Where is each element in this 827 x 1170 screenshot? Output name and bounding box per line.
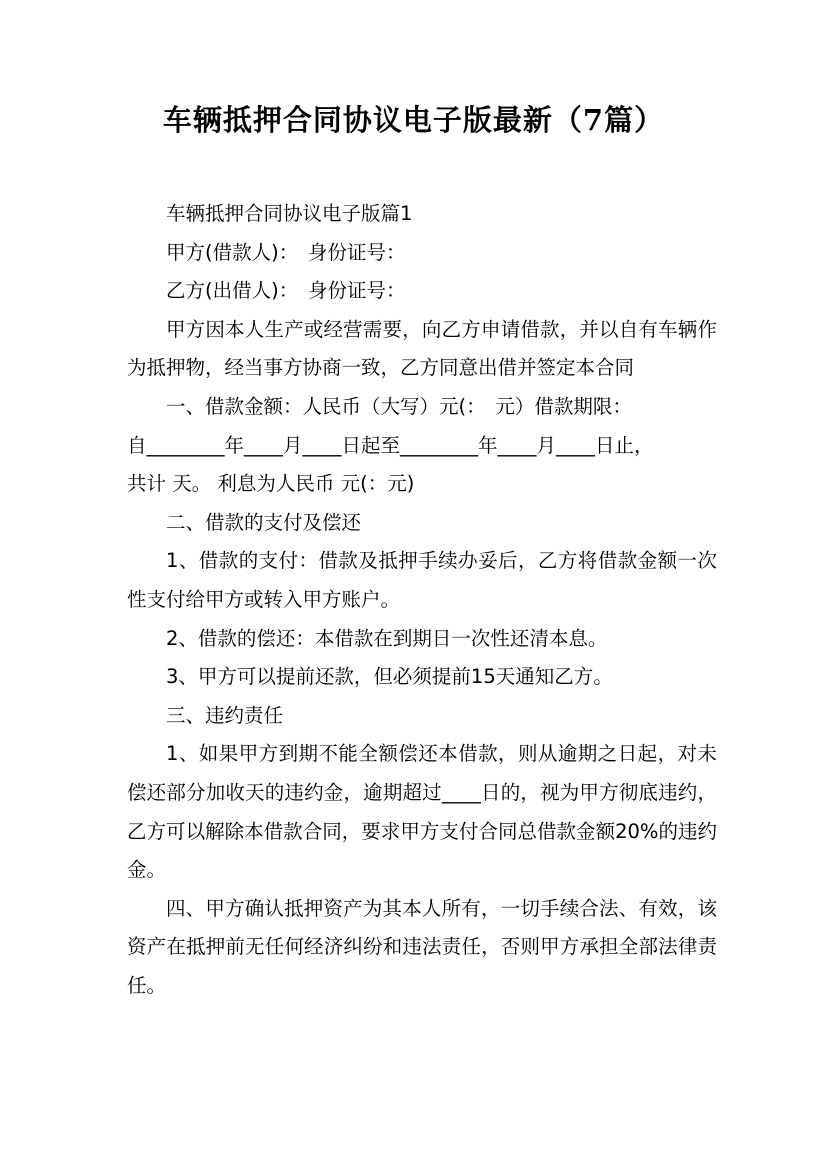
document-body [127, 195, 717, 1005]
clause-payment-3: 3、甲方可以提前还款，但必须提前15天通知乙方。 [166, 665, 613, 689]
party-b-line: 乙方(出借人)： 身份证号： [166, 279, 406, 303]
document-title: 车辆抵押合同协议电子版最新（7篇） [162, 103, 665, 137]
interest-line: 共计 天。 利息为人民币 元(：元) [127, 472, 415, 496]
clause-payment-2: 2、借款的偿还：本借款在到期日一次性还清本息。 [166, 626, 608, 650]
clause-loan-amount: 一、借款金额：人民币（大写）元(： 元）借款期限： [166, 394, 632, 418]
clause-payment-heading: 二、借款的支付及偿还 [166, 510, 362, 534]
clause-payment-1: 1、借款的支付：借款及抵押手续办妥后，乙方将借款金额一次性支付给甲方或转入甲方账户。 [127, 549, 717, 611]
purpose-paragraph: 甲方因本人生产或经营需要，向乙方申请借款，并以自有车辆作为抵押物，经当事方协商一致，乙方同意出借并签定本合同 [127, 317, 717, 380]
loan-term-line: 自________年____月____日起至________年____月____日止， [127, 433, 654, 457]
party-a-line: 甲方(借款人)： 身份证号： [166, 240, 406, 264]
clause-ownership: 四、甲方确认抵押资产为其本人所有，一切手续合法、有效，该资产在抵押前无任何经济纠纷和违法责任，否则甲方承担全部法律责任。 [127, 896, 717, 997]
section-heading: 车辆抵押合同协议电子版篇1 [166, 202, 413, 225]
clause-breach-1: 1、如果甲方到期不能全额偿还本借款，则从逾期之日起，对未偿还部分加收天的违约金，逾期超过____日的，视为甲方彻底违约，乙方可以解除本借款合同，要求甲方支付合同总借款金额20%的违约金。 [127, 742, 717, 882]
clause-breach-heading: 三、违约责任 [166, 703, 284, 727]
